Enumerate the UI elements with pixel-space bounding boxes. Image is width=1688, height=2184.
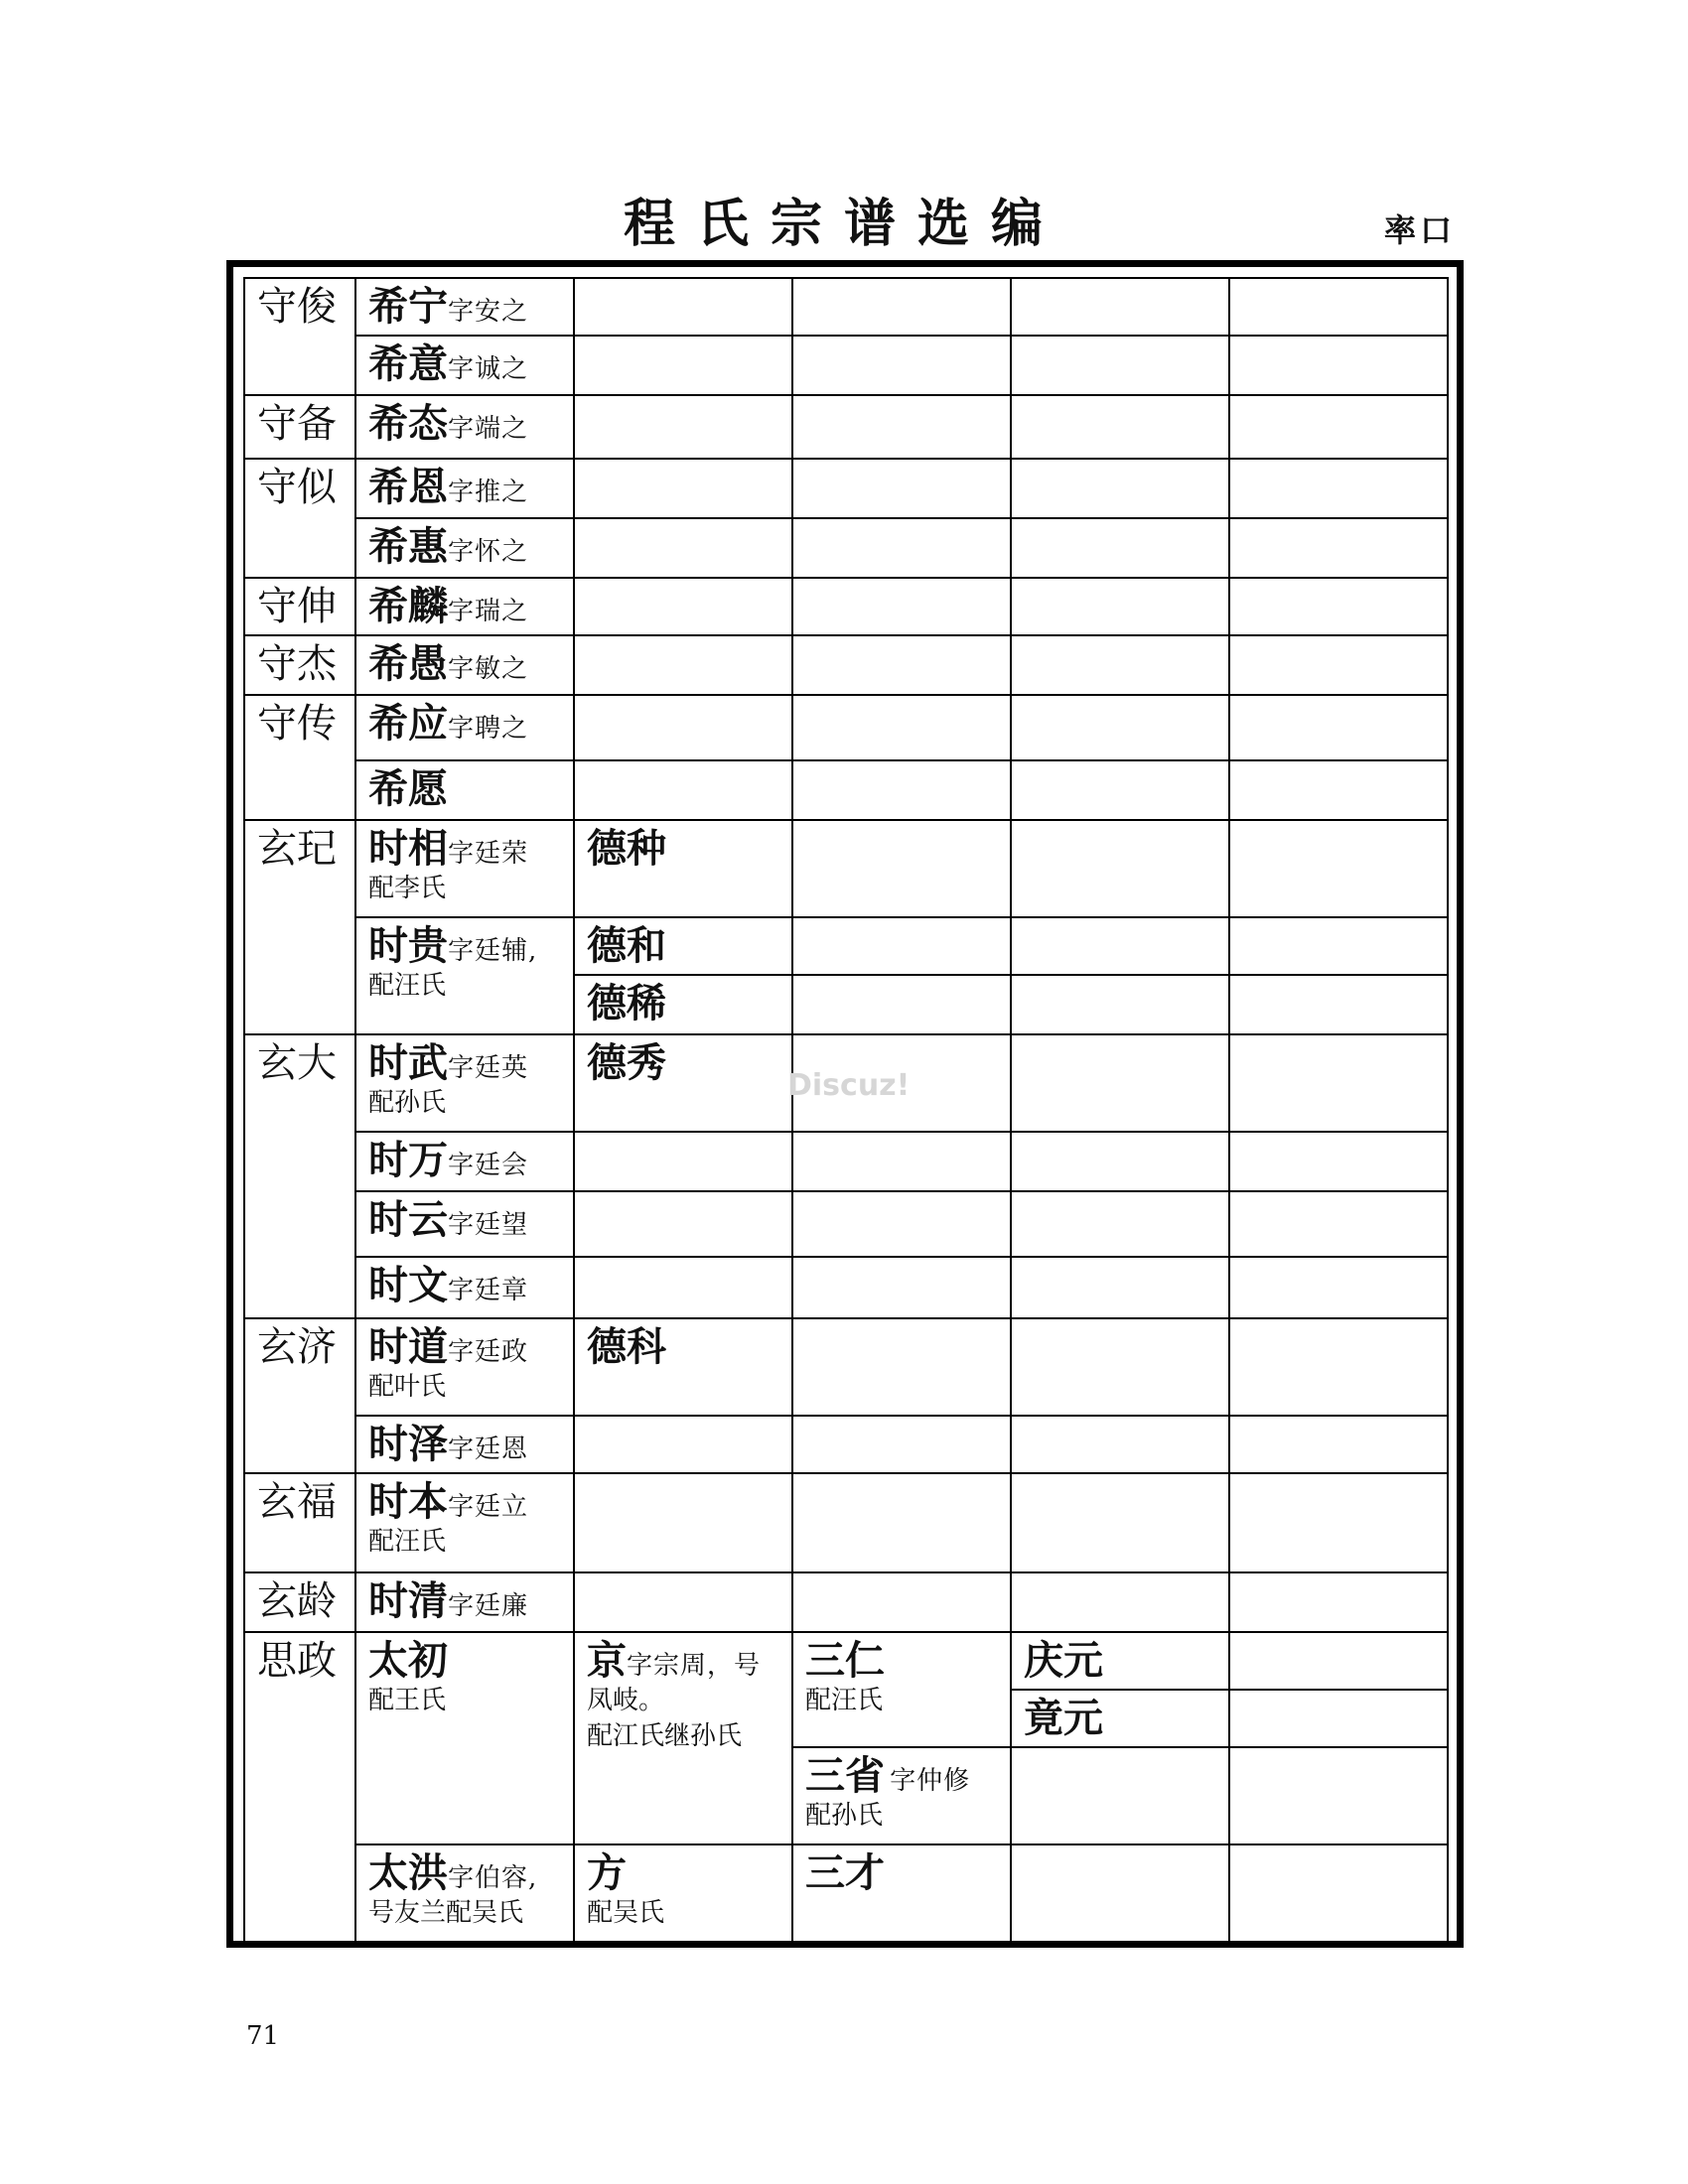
empty-cell — [1229, 1572, 1448, 1632]
empty-cell — [1011, 1747, 1229, 1844]
courtesy-name: 字廷辅, — [448, 936, 538, 966]
person-name: 太洪 — [368, 1849, 448, 1896]
empty-cell — [1229, 278, 1448, 336]
empty-cell — [1229, 518, 1448, 578]
table-row — [244, 635, 1448, 695]
genealogy-table-frame — [226, 260, 1464, 1948]
place-label: 率口 — [1384, 211, 1457, 249]
person-name: 希惠 — [368, 523, 448, 570]
courtesy-name: 字诚之 — [448, 354, 529, 384]
name-cell — [355, 1191, 574, 1257]
generation-cell: 守似 — [244, 459, 355, 578]
empty-cell — [1229, 395, 1448, 459]
table-row — [244, 518, 1448, 578]
person-name: 希麟 — [368, 583, 448, 629]
name-cell — [355, 336, 574, 395]
empty-cell — [574, 695, 792, 760]
table-row — [244, 1416, 1448, 1473]
empty-cell — [1011, 1191, 1229, 1257]
name-cell — [355, 820, 574, 917]
courtesy-name: 字廷政 — [448, 1337, 529, 1367]
person-name: 希愚 — [368, 640, 448, 687]
name-cell — [355, 1132, 574, 1191]
empty-cell — [792, 760, 1011, 820]
child-cell — [574, 917, 792, 975]
generation-cell: 玄大 — [244, 1034, 355, 1318]
child-name: 德和 — [587, 922, 666, 969]
empty-cell — [1229, 917, 1448, 975]
empty-cell — [1229, 1034, 1448, 1132]
generation-cell: 思政 — [244, 1632, 355, 1944]
name-cell — [355, 1844, 574, 1944]
empty-cell — [574, 1416, 792, 1473]
table-row — [244, 760, 1448, 820]
name-cell — [355, 1572, 574, 1632]
great-grandchild-name: 庆元 — [1024, 1637, 1103, 1684]
name-cell — [355, 760, 574, 820]
child-name: 德稀 — [587, 980, 666, 1026]
child-cell — [574, 820, 792, 917]
generation-cell: 玄龄 — [244, 1572, 355, 1632]
empty-cell — [1229, 1416, 1448, 1473]
child-name: 德秀 — [587, 1039, 666, 1086]
great-grandchild-name: 竟元 — [1024, 1695, 1103, 1741]
empty-cell — [1011, 975, 1229, 1034]
generation-cell: 守备 — [244, 395, 355, 459]
empty-cell — [574, 336, 792, 395]
person-name: 希恩 — [368, 464, 448, 510]
grandchild-spouse-note: 配汪氏 — [805, 1686, 884, 1715]
genealogy-table — [243, 277, 1449, 1945]
empty-cell — [1011, 278, 1229, 336]
empty-cell — [574, 395, 792, 459]
empty-cell — [1229, 760, 1448, 820]
empty-cell — [1011, 917, 1229, 975]
table-row — [244, 1132, 1448, 1191]
name-cell — [355, 518, 574, 578]
empty-cell — [1011, 1416, 1229, 1473]
empty-cell — [574, 578, 792, 635]
table-row — [244, 917, 1448, 975]
spouse-note: 配李氏 — [368, 874, 447, 903]
child-note: 凤岐。 — [587, 1686, 665, 1715]
empty-cell — [1011, 1844, 1229, 1944]
empty-cell — [1011, 695, 1229, 760]
courtesy-name: 字聘之 — [448, 714, 529, 744]
empty-cell — [1011, 1318, 1229, 1416]
child-cell — [574, 975, 792, 1034]
empty-cell — [574, 278, 792, 336]
person-name: 时道 — [368, 1323, 448, 1370]
person-name: 时泽 — [368, 1421, 448, 1467]
person-name: 时清 — [368, 1577, 448, 1624]
empty-cell — [1229, 975, 1448, 1034]
courtesy-name: 字廷恩 — [448, 1434, 529, 1464]
page-title: 程氏宗谱选编 — [623, 194, 1064, 254]
empty-cell — [1229, 1844, 1448, 1944]
table-row — [244, 1191, 1448, 1257]
table-row — [244, 1473, 1448, 1572]
courtesy-name: 字伯容, — [448, 1863, 538, 1893]
empty-cell — [792, 1416, 1011, 1473]
empty-cell — [1229, 459, 1448, 518]
name-cell — [355, 395, 574, 459]
name-cell — [355, 1632, 574, 1844]
empty-cell — [792, 459, 1011, 518]
grandchild-name: 三仁 — [805, 1637, 885, 1684]
child-spouse-note: 配江氏继孙氏 — [587, 1721, 743, 1751]
empty-cell — [792, 635, 1011, 695]
empty-cell — [574, 1572, 792, 1632]
empty-cell — [574, 518, 792, 578]
child-cell — [574, 1034, 792, 1132]
person-name: 希意 — [368, 341, 448, 387]
courtesy-name: 字廷英 — [448, 1053, 529, 1083]
courtesy-name: 字瑞之 — [448, 597, 529, 626]
empty-cell — [792, 578, 1011, 635]
table-row — [244, 578, 1448, 635]
spouse-note: 配汪氏 — [368, 971, 447, 1001]
empty-cell — [1011, 578, 1229, 635]
table-row — [244, 1572, 1448, 1632]
grandchild-courtesy-name: 字仲修 — [890, 1766, 971, 1796]
empty-cell — [792, 695, 1011, 760]
table-row — [244, 1632, 1448, 1690]
empty-cell — [792, 518, 1011, 578]
spouse-note: 配叶氏 — [368, 1372, 447, 1402]
empty-cell — [1011, 1473, 1229, 1572]
name-cell — [355, 578, 574, 635]
child-spouse-note: 配吴氏 — [587, 1898, 665, 1928]
empty-cell — [792, 1132, 1011, 1191]
table-row — [244, 1257, 1448, 1318]
table-row — [244, 395, 1448, 459]
child-cell — [574, 1844, 792, 1944]
empty-cell — [792, 820, 1011, 917]
empty-cell — [1229, 635, 1448, 695]
name-cell — [355, 1034, 574, 1132]
empty-cell — [1011, 760, 1229, 820]
empty-cell — [792, 395, 1011, 459]
name-cell — [355, 459, 574, 518]
generation-cell: 守俊 — [244, 278, 355, 395]
generation-cell: 守杰 — [244, 635, 355, 695]
empty-cell — [792, 1257, 1011, 1318]
courtesy-name: 字廷章 — [448, 1276, 529, 1305]
courtesy-name: 字廷会 — [448, 1151, 529, 1180]
person-name: 希态 — [368, 400, 448, 447]
empty-cell — [1011, 459, 1229, 518]
spouse-note: 配王氏 — [368, 1686, 447, 1715]
name-cell — [355, 1416, 574, 1473]
table-row — [244, 1844, 1448, 1944]
courtesy-name: 字廷望 — [448, 1210, 529, 1240]
child-name: 京 — [587, 1637, 627, 1684]
empty-cell — [1229, 1257, 1448, 1318]
person-name: 时相 — [368, 825, 448, 872]
empty-cell — [792, 336, 1011, 395]
empty-cell — [574, 1473, 792, 1572]
name-cell — [355, 695, 574, 760]
grandchild-cell — [792, 1747, 1011, 1844]
name-cell — [355, 635, 574, 695]
child-name: 德种 — [587, 825, 666, 872]
empty-cell — [1011, 1034, 1229, 1132]
empty-cell — [1229, 1747, 1448, 1844]
empty-cell — [792, 1318, 1011, 1416]
empty-cell — [574, 635, 792, 695]
grandchild-name: 三才 — [805, 1849, 885, 1896]
generation-cell: 玄玘 — [244, 820, 355, 1034]
person-name: 时文 — [368, 1262, 448, 1308]
grandchild-cell — [792, 1844, 1011, 1944]
empty-cell — [1229, 1690, 1448, 1747]
empty-cell — [1011, 820, 1229, 917]
courtesy-name: 字推之 — [448, 478, 529, 507]
empty-cell — [1229, 1132, 1448, 1191]
generation-cell: 守伸 — [244, 578, 355, 635]
spouse-note: 号友兰配吴氏 — [368, 1898, 524, 1928]
empty-cell — [1229, 1318, 1448, 1416]
name-cell — [355, 1318, 574, 1416]
empty-cell — [574, 1191, 792, 1257]
empty-cell — [1229, 1632, 1448, 1690]
grandchild-spouse-note: 配孙氏 — [805, 1801, 884, 1831]
empty-cell — [574, 1257, 792, 1318]
person-name: 太初 — [368, 1637, 448, 1684]
empty-cell — [1229, 1191, 1448, 1257]
table-row — [244, 336, 1448, 395]
generation-cell: 玄福 — [244, 1473, 355, 1572]
courtesy-name: 字廷廉 — [448, 1591, 529, 1621]
person-name: 希宁 — [368, 283, 448, 330]
great-grandchild-cell — [1011, 1632, 1229, 1690]
spouse-note: 配汪氏 — [368, 1527, 447, 1557]
child-courtesy-name: 字宗周，号 — [627, 1651, 762, 1681]
empty-cell — [1011, 395, 1229, 459]
table-row — [244, 1318, 1448, 1416]
courtesy-name: 字端之 — [448, 414, 529, 444]
person-name: 时武 — [368, 1039, 448, 1086]
empty-cell — [1229, 578, 1448, 635]
person-name: 希应 — [368, 700, 448, 747]
empty-cell — [1011, 518, 1229, 578]
grandchild-name: 三省 — [805, 1752, 885, 1799]
empty-cell — [1011, 1132, 1229, 1191]
child-cell — [574, 1318, 792, 1416]
page-number: 71 — [246, 2021, 280, 2051]
name-cell — [355, 917, 574, 1034]
child-cell — [574, 1632, 792, 1844]
empty-cell — [1229, 1473, 1448, 1572]
courtesy-name: 字怀之 — [448, 537, 529, 567]
watermark: Discuz! — [787, 1068, 911, 1103]
empty-cell — [1011, 635, 1229, 695]
courtesy-name: 字廷立 — [448, 1492, 529, 1522]
empty-cell — [1229, 820, 1448, 917]
table-row — [244, 695, 1448, 760]
spouse-note: 配孙氏 — [368, 1088, 447, 1118]
empty-cell — [574, 1132, 792, 1191]
empty-cell — [1011, 336, 1229, 395]
empty-cell — [1011, 1572, 1229, 1632]
child-name: 方 — [587, 1849, 627, 1896]
empty-cell — [574, 459, 792, 518]
name-cell — [355, 278, 574, 336]
person-name: 时万 — [368, 1137, 448, 1183]
courtesy-name: 字敏之 — [448, 654, 529, 684]
great-grandchild-cell — [1011, 1690, 1229, 1747]
grandchild-cell — [792, 1632, 1011, 1747]
empty-cell — [1229, 336, 1448, 395]
person-name: 希愿 — [368, 765, 448, 812]
generation-cell: 玄济 — [244, 1318, 355, 1473]
table-row — [244, 820, 1448, 917]
child-name: 德科 — [587, 1323, 666, 1370]
empty-cell — [1229, 695, 1448, 760]
empty-cell — [792, 1191, 1011, 1257]
generation-cell: 守传 — [244, 695, 355, 820]
empty-cell — [574, 760, 792, 820]
empty-cell — [792, 975, 1011, 1034]
table-row — [244, 278, 1448, 336]
name-cell — [355, 1473, 574, 1572]
empty-cell — [1011, 1257, 1229, 1318]
name-cell — [355, 1257, 574, 1318]
empty-cell — [792, 1473, 1011, 1572]
empty-cell — [792, 278, 1011, 336]
empty-cell — [792, 1572, 1011, 1632]
person-name: 时贵 — [368, 922, 448, 969]
person-name: 时本 — [368, 1478, 448, 1525]
courtesy-name: 字安之 — [448, 297, 529, 327]
empty-cell — [792, 917, 1011, 975]
person-name: 时云 — [368, 1196, 448, 1243]
table-row — [244, 459, 1448, 518]
courtesy-name: 字廷荣 — [448, 839, 529, 869]
